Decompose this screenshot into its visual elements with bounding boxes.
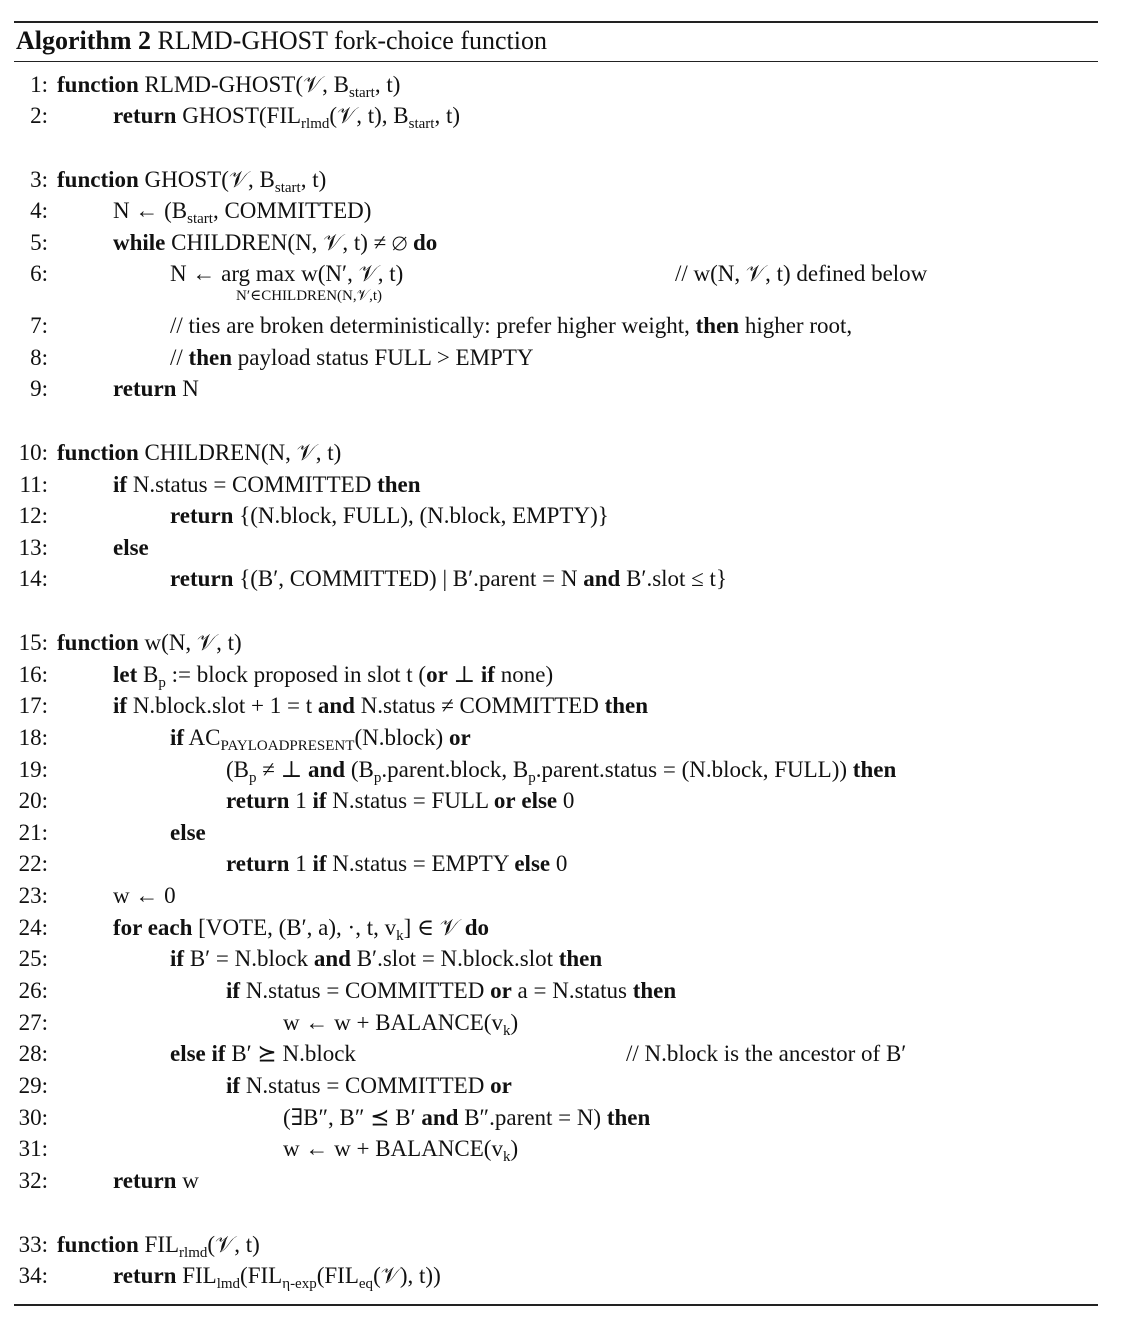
line-number: 18: bbox=[18, 725, 48, 750]
caption-title: RLMD-GHOST fork-choice function bbox=[157, 26, 547, 55]
line-code: return 1 if N.status = FULL or else 0 bbox=[226, 788, 575, 813]
line-code: else bbox=[113, 535, 149, 560]
algorithm-line bbox=[0, 976, 1128, 1006]
line-comment: // w(N, 𝒱, t) defined below bbox=[675, 261, 928, 286]
algorithm-line bbox=[0, 913, 1128, 943]
algorithm-line bbox=[0, 533, 1128, 563]
line-number: 7: bbox=[30, 313, 48, 338]
line-number: 1: bbox=[30, 72, 48, 97]
line-code: ($B_p$ ≠ ⊥ and ($B_p.parent.block$, $B_p.parent.status$ = (N.block, FULL)) then bbox=[226, 757, 897, 786]
algorithm-line bbox=[0, 259, 1128, 304]
line-code: if $AC_{PAYLOADPRESENT}(N.block)$ or bbox=[170, 725, 471, 754]
algorithm-line bbox=[0, 1230, 1128, 1260]
algorithm-line bbox=[0, 1071, 1128, 1101]
algorithm-line bbox=[0, 70, 1128, 100]
line-number: 23: bbox=[18, 883, 48, 908]
line-number: 26: bbox=[18, 978, 48, 1003]
line-number: 13: bbox=[18, 535, 48, 560]
line-code: // then payload status FULL > EMPTY bbox=[170, 345, 534, 370]
algorithm-line bbox=[0, 628, 1128, 658]
algorithm-line bbox=[0, 196, 1128, 226]
line-code: else if B′ ⪰ N.block bbox=[170, 1041, 356, 1066]
line-code: if N.status = COMMITTED or bbox=[226, 1073, 512, 1098]
algorithm-line bbox=[0, 849, 1128, 879]
line-code: let $B_p$ := block proposed in slot t (or ⊥ if none) bbox=[113, 662, 554, 691]
line-code: return 1 if N.status = EMPTY else 0 bbox=[226, 851, 568, 876]
algorithm-line bbox=[0, 228, 1128, 258]
line-number: 3: bbox=[30, 167, 48, 192]
algorithm-line bbox=[0, 101, 1128, 131]
line-number: 29: bbox=[18, 1073, 48, 1098]
algorithm-line bbox=[0, 470, 1128, 500]
line-comment: // N.block is the ancestor of B′ bbox=[626, 1041, 907, 1066]
line-code: (∃B″, B″ ⪯ B′ and B″.parent = N) then bbox=[283, 1105, 651, 1130]
line-code: w ← 0 bbox=[113, 883, 176, 908]
line-number: 22: bbox=[18, 851, 48, 876]
line-number: 19: bbox=[18, 757, 48, 782]
line-code: w ← $w + BALANCE(v_k)$ bbox=[283, 1010, 519, 1039]
line-number: 12: bbox=[18, 503, 48, 528]
algorithm-line bbox=[0, 1008, 1128, 1038]
algorithm-line bbox=[0, 1166, 1128, 1196]
algorithm-line bbox=[0, 944, 1128, 974]
bottom-rule bbox=[14, 1304, 1098, 1306]
top-rule bbox=[14, 21, 1098, 23]
line-number: 30: bbox=[18, 1105, 48, 1130]
line-code: return {(N.block, FULL), (N.block, EMPTY)} bbox=[170, 503, 609, 528]
line-code: function RLMD-GHOST(𝒱, $B_{start}$, t) bbox=[57, 72, 401, 101]
line-code: if N.block.slot + 1 = t and N.status ≠ COMMITTED then bbox=[113, 693, 649, 718]
line-number: 15: bbox=[18, 630, 48, 655]
algorithm-line bbox=[0, 786, 1128, 816]
line-code: return w bbox=[113, 1168, 199, 1193]
line-code: w ← $w + BALANCE(v_k)$ bbox=[283, 1136, 519, 1165]
algorithm-line bbox=[0, 818, 1128, 848]
line-number: 27: bbox=[18, 1010, 48, 1035]
line-number: 6: bbox=[30, 261, 48, 286]
argmax-underscript: N′∈CHILDREN(N,𝒱,t) bbox=[236, 288, 383, 304]
line-number: 31: bbox=[18, 1136, 48, 1161]
line-number: 17: bbox=[18, 693, 48, 718]
line-number: 9: bbox=[30, 376, 48, 401]
algorithm-line bbox=[0, 438, 1128, 468]
algorithm-line bbox=[0, 723, 1128, 753]
line-number: 10: bbox=[18, 440, 48, 465]
line-number: 4: bbox=[30, 198, 48, 223]
algorithm-line bbox=[0, 691, 1128, 721]
line-code: if N.status = COMMITTED or a = N.status then bbox=[226, 978, 677, 1003]
algorithm-line bbox=[0, 1134, 1128, 1164]
algorithm-line bbox=[0, 374, 1128, 404]
line-number: 32: bbox=[18, 1168, 48, 1193]
line-code: return N bbox=[113, 376, 199, 401]
line-number: 16: bbox=[18, 662, 48, 687]
line-number: 2: bbox=[30, 103, 48, 128]
line-number: 33: bbox=[18, 1232, 48, 1257]
line-number: 8: bbox=[30, 345, 48, 370]
caption-label: Algorithm 2 bbox=[16, 26, 152, 55]
line-number: 5: bbox=[30, 230, 48, 255]
algorithm-line bbox=[0, 1261, 1128, 1291]
algorithm-caption bbox=[16, 24, 547, 58]
algorithm-line bbox=[0, 755, 1128, 785]
algorithm-line bbox=[0, 1103, 1128, 1133]
algorithm-line bbox=[0, 1039, 1128, 1069]
line-code: while CHILDREN(N, 𝒱, t) ≠ ∅ do bbox=[113, 230, 438, 255]
line-number: 20: bbox=[18, 788, 48, 813]
line-number: 34: bbox=[18, 1263, 48, 1288]
line-code: if N.status = COMMITTED then bbox=[113, 472, 421, 497]
caption-rule bbox=[14, 61, 1098, 62]
line-code: function $FIL_{rlmd}(𝒱$, t) bbox=[57, 1232, 260, 1261]
line-code: return {(B′, COMMITTED) | B′.parent = N and B′.slot ≤ t} bbox=[170, 566, 727, 591]
line-number: 28: bbox=[18, 1041, 48, 1066]
line-number: 11: bbox=[19, 472, 48, 497]
algorithm-line bbox=[0, 564, 1128, 594]
algorithm-line bbox=[0, 165, 1128, 195]
line-number: 21: bbox=[18, 820, 48, 845]
line-code: function w(N, 𝒱, t) bbox=[57, 630, 242, 655]
line-number: 14: bbox=[18, 566, 48, 591]
line-code: return $FIL_{lmd}(FIL_{\eta-exp}(FIL_{eq}(𝒱)$, t)) bbox=[113, 1263, 441, 1292]
line-code: N ← arg max w(N′, 𝒱, t) bbox=[170, 261, 404, 286]
line-number: 25: bbox=[18, 946, 48, 971]
line-code: function GHOST(𝒱, $B_{start}$, t) bbox=[57, 167, 327, 196]
algorithm-line bbox=[0, 343, 1128, 373]
algorithm-line bbox=[0, 311, 1128, 341]
line-code: // ties are broken deterministically: prefer higher weight, then higher root, bbox=[170, 313, 853, 338]
line-code: else bbox=[170, 820, 206, 845]
line-code: N ← ($B_{start}$, COMMITTED) bbox=[113, 198, 372, 227]
line-code: return $GHOST(FIL_{rlmd}(𝒱$, t), $B_{start}$, t) bbox=[113, 103, 460, 132]
line-number: 24: bbox=[18, 915, 48, 940]
line-code: function CHILDREN(N, 𝒱, t) bbox=[57, 440, 342, 465]
algorithm-line bbox=[0, 881, 1128, 911]
algorithm-line bbox=[0, 501, 1128, 531]
algorithm-line bbox=[0, 660, 1128, 690]
line-code: if B′ = N.block and B′.slot = N.block.slot then bbox=[170, 946, 603, 971]
line-code: for each [VOTE, (B′, a), ·, t, $v_k$] ∈ 𝒱 do bbox=[113, 915, 489, 944]
